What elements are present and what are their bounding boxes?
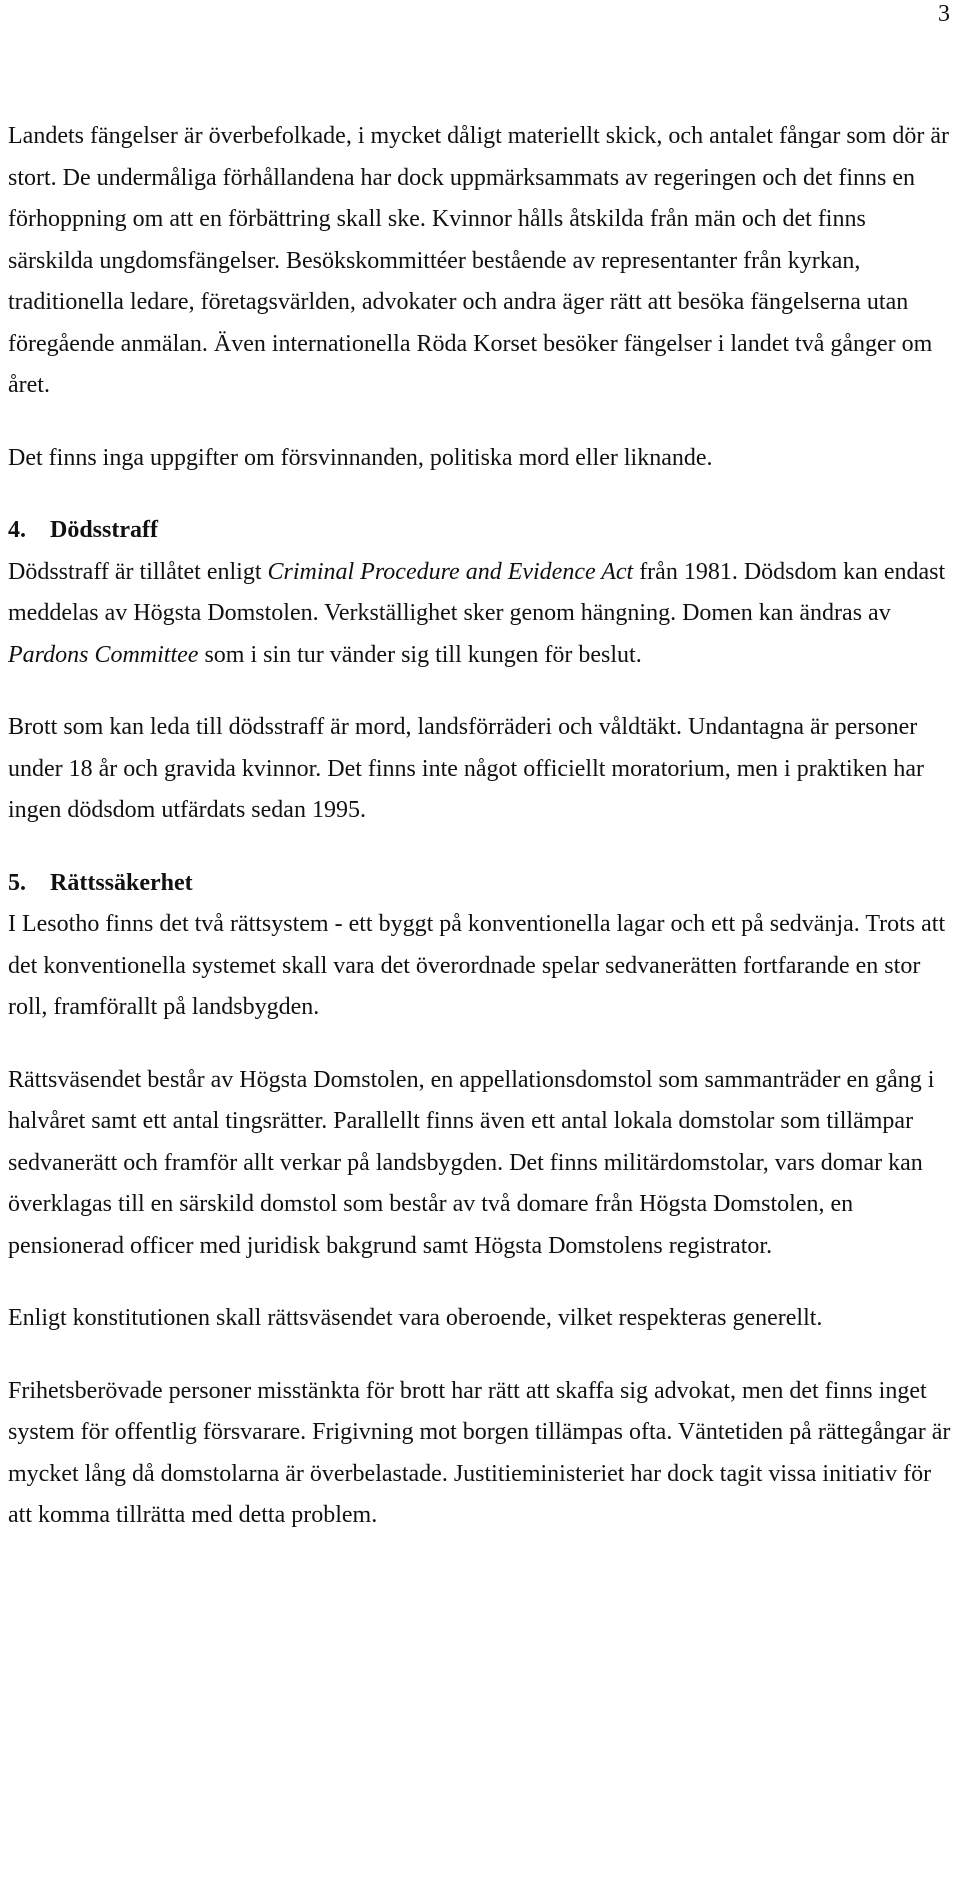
paragraph-death-penalty-law: [8, 552, 954, 677]
paragraph-disappearances: Det finns inga uppgifter om försvinnanden, politiska mord eller liknande.: [8, 444, 713, 471]
section-title: Rättssäkerhet: [50, 869, 193, 896]
paragraph-legal-systems: I Lesotho finns det två rättsystem - ett byggt på konventionella lagar och ett på sedvänja. Trots att det konventionella systemet skall vara det överordnade spelar sedvanerätten fortfarande en stor roll, framförallt på landsbygden.: [8, 911, 946, 1020]
paragraph-detainees: Frihetsberövade personer misstänkta för brott har rätt att skaffa sig advokat, men det finns inget system för offentlig försvarare. Frigivning mot borgen tillämpas ofta. Väntetiden på rättegångar är mycket lång då domstolarna är överbelastade. Justitieministeriet har dock tagit vissa initiativ för att komma tillrätta med detta problem.: [8, 1377, 951, 1528]
document-body: [8, 116, 954, 1568]
page-number: 3: [938, 1, 950, 27]
act-title: Criminal Procedure and Evidence Act: [267, 558, 634, 585]
text-run: som i sin tur vänder sig till kungen för beslut.: [198, 641, 642, 668]
text-run: från 1981. Dödsdom kan endast meddelas av Högsta Domstolen. Verkställighet sker genom hängning. Domen kan ändras av: [8, 558, 946, 626]
paragraph-prisons: Landets fängelser är överbefolkade, i mycket dåligt materiellt skick, och antalet fångar som dör är stort. De undermåliga förhållandena har dock uppmärksammats av regeringen och det finns en förhoppning om att en förbättring skall ske. Kvinnor hålls åtskilda från män och det finns särskilda ungdomsfängelser. Besökskommittéer bestående av representanter från kyrkan, traditionella ledare, företagsvärlden, advokater och andra äger rätt att besöka fängelserna utan föregående anmälan. Även internationella Röda Korset besöker fängelser i landet två gånger om året.: [8, 123, 949, 398]
text-run: Dödsstraff är tillåtet enligt: [8, 558, 268, 585]
paragraph-capital-crimes: Brott som kan leda till dödsstraff är mord, landsförräderi och våldtäkt. Undantagna är personer under 18 år och gravida kvinnor. Det finns inte något officiellt moratorium, men i praktiken har ingen dödsdom utfärdats sedan 1995.: [8, 714, 924, 823]
paragraph-judiciary: Rättsväsendet består av Högsta Domstolen, en appellationsdomstol som sammanträder en gång i halvåret samt ett antal tingsrätter. Parallellt finns även ett antal lokala domstolar som tillämpar sedvanerätt och framför allt verkar på landsbygden. Det finns militärdomstolar, vars domar kan överklagas till en särskild domstol som består av två domare från Högsta Domstolen, en pensionerad officer med juridisk bakgrund samt Högsta Domstolens registrator.: [8, 1066, 935, 1259]
section-heading-legal-certainty: [8, 863, 954, 905]
paragraph-independence: Enligt konstitutionen skall rättsväsendet vara oberoende, vilket respekteras generellt.: [8, 1305, 823, 1331]
section-heading-death-penalty: [8, 510, 954, 552]
section-title: Dödsstraff: [50, 517, 158, 543]
section-number: 4.: [8, 517, 26, 543]
committee-name: Pardons Committee: [8, 641, 199, 668]
section-number: 5.: [8, 869, 26, 896]
